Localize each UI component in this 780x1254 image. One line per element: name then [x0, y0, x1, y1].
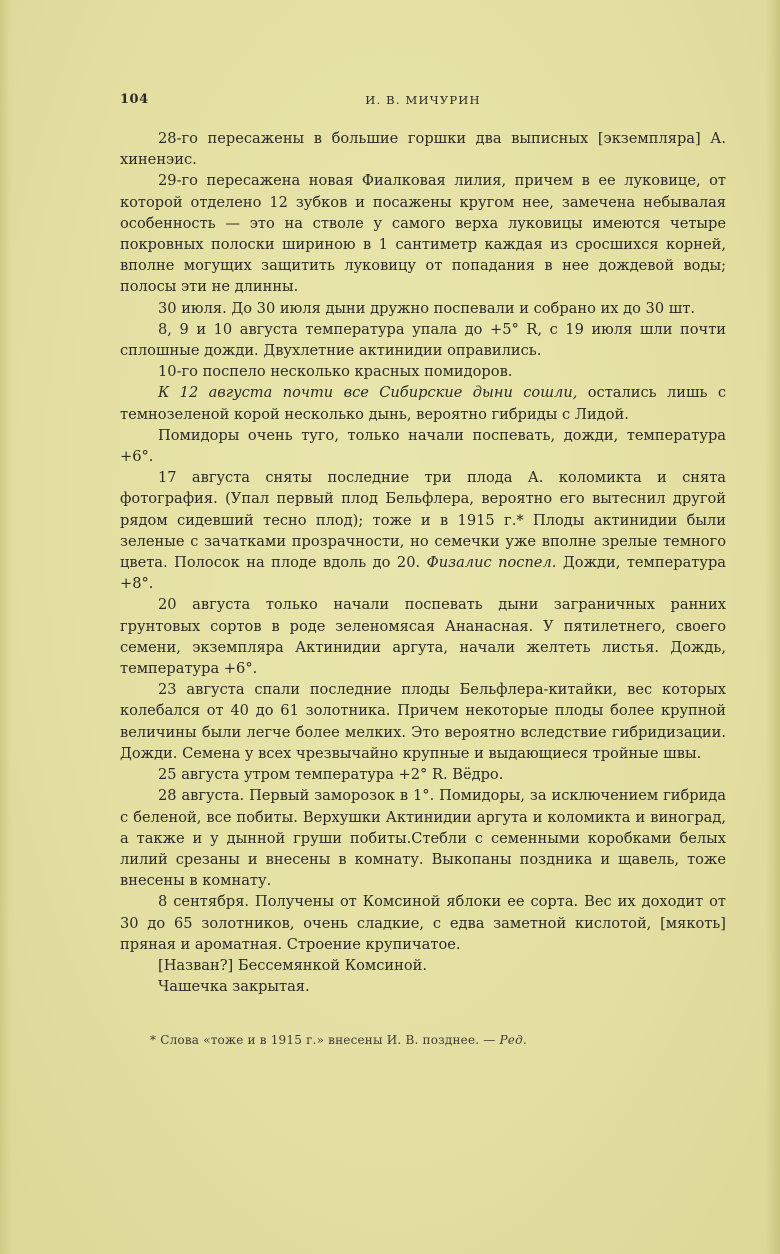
footnote: * Слова «тоже и в 1915 г.» внесены И. В. позднее. — Ред. [150, 1033, 527, 1047]
paragraph: Помидоры очень туго, только начали поспевать, дожди, температура +6°. [120, 426, 726, 466]
italic-phrase: Физалис поспел. [426, 554, 557, 572]
paragraph: 30 июля. До 30 июля дыни дружно поспевали и собрано их до 30 шт. [158, 299, 696, 317]
paragraph: К 12 августа почти все Сибирские дыни сошли, остались лишь с темнозеленой корой несколько дынь, вероятно гибриды с Лидой. [120, 384, 727, 423]
page-right-edge-shadow [766, 0, 780, 1254]
footnote-editor-mark: Ред. [499, 1033, 527, 1047]
paragraph: 28 августа. Первый заморозок в 1°. Помидоры, за исключением гибрида с беленой, все побиты. Верхушки Актинидии аргута и коломикта и виноград, а также и у дынной груши побиты.Стебли с семенными коробками белых лилий срезаны и внесены в комнату. Выкопаны поздника и щавель, тоже внесены в комнату. [120, 787, 726, 890]
paragraph: Чашечка закрытая. [158, 978, 310, 996]
page-number: 104 [120, 92, 149, 107]
italic-phrase: К 12 августа почти все Сибирские дыни сошли, [158, 384, 578, 402]
paragraph: 10-го поспело несколько красных помидоров. [158, 363, 513, 381]
paragraph: 8 сентября. Получены от Комсиной яблоки ее сорта. Вес их доходит от 30 до 65 золотников, очень сладкие, с едва заметной кислотой, [мякоть] пряная и ароматная. Строение крупичатое. [120, 893, 726, 953]
paragraph: 8, 9 и 10 августа температура упала до +5° R, с 19 июля шли почти сплошные дожди. Двухлетние актинидии оправились. [120, 320, 726, 360]
paragraph: 28-го пересажены в большие горшки два выписных [экземпляра] А. хиненэис. [120, 130, 726, 169]
page-left-edge-shadow [0, 0, 12, 1254]
paragraph: 17 августа сняты последние три плода А. коломикта и снята фотография. (Упал первый плод Бельфлера, вероятно его вытеснил другой рядом сидевший тесно плод); тоже и в 1915 г.* Плоды актинидии были зеленые с зачатками прозрачности, но семечки уже вполне зрелые темного цвета. Полосок на плоде вдоль до 20. Физалис поспел. Дожди, температура +8°. [120, 469, 726, 593]
body-text [120, 128, 726, 997]
paragraph: 29-го пересажена новая Фиалковая лилия, причем в ее луковице, от которой отделено 12 зубков и посажены кругом нее, замечена небывалая особенность — это на стволе у самого верха луковицы имеются четыре покровных полоски шириною в 1 сантиметр каждая из сросшихся корней, вполне могущих защитить луковицу от попадания в нее дождевой воды; полосы эти не длинны. [120, 172, 726, 296]
page-header [120, 92, 726, 114]
paragraph: [Назван?] Бессемянкой Комсиной. [158, 956, 427, 974]
paragraph: 20 августа только начали поспевать дыни заграничных ранних грунтовых сортов в роде зеленомясая Ананасная. У пятилетнего, своего семени, экземпляра Актинидии аргута, начали желтеть листья. Дождь, температура +6°. [120, 596, 726, 678]
paragraph: 23 августа спали последние плоды Бельфлера-китайки, вес которых колебался от 40 до 61 золотника. Причем некоторые плоды более крупной величины были легче более мелких. Это вероятно вследствие гибридизации. Дожди. Семена у всех чрезвычайно крупные и выдающиеся тройные швы. [120, 681, 726, 762]
paragraph: 25 августа утром температура +2° R. Вёдро. [158, 766, 504, 784]
running-title: И. В. МИЧУРИН [365, 93, 481, 107]
